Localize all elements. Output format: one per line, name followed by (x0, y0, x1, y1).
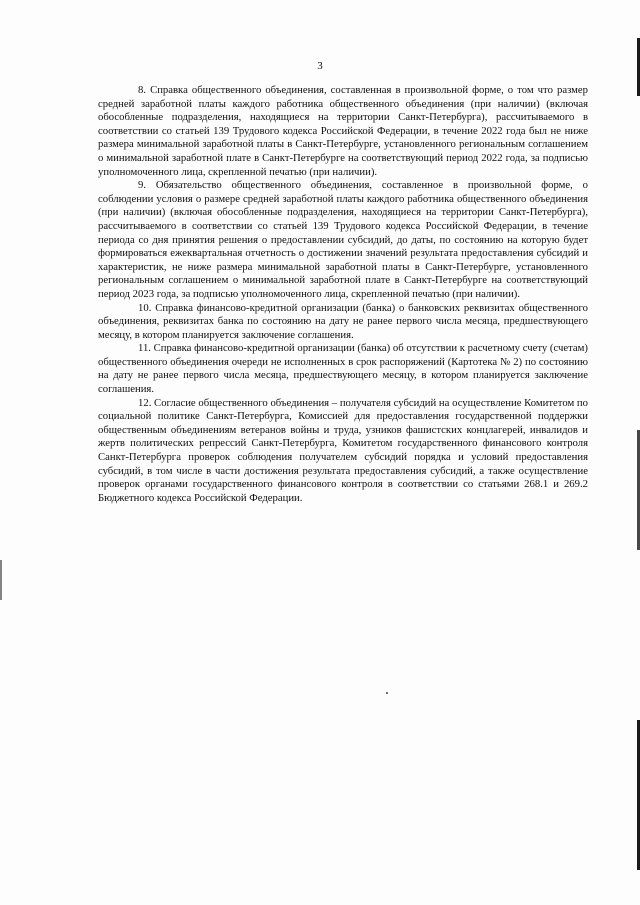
document-body (98, 84, 588, 505)
paragraph-item-12: 12. Согласие общественного объединения – получателя субсидий на осуществление Комитетом по социальной политике Санкт-Петербурга, Комиссией для предоставления государственной поддержки общественным объединениям ветеранов войны и труда, узников фашистских концлагерей, инвалидов и жертв политических репрессий Санкт-Петербурга, Комитетом государственного финансового контроля Санкт-Петербурга проверок соблюдения получателем субсидий порядка и условий предоставления субсидий, в том числе в части достижения результата предоставления субсидий, а также осуществление проверок органами государственного финансового контроля в соответствии со статьями 268.1 и 269.2 Бюджетного кодекса Российской Федерации. (98, 396, 588, 504)
scan-artifact-dot (386, 692, 388, 694)
page-number: 3 (317, 60, 323, 72)
paragraph-item-8: 8. Справка общественного объединения, составленная в произвольной форме, о том что размер средней заработной платы каждого работника общественного объединения (при наличии) (включая обособленные подразделения, находящиеся на территории Санкт-Петербурга), рассчитываемого в соответствии со статьей 139 Трудового кодекса Российской Федерации, в течение 2022 года был не ниже размера минимальной заработной платы в Санкт-Петербурге, установленного региональным соглашением о минимальной заработной плате в Санкт-Петербурге на соответствующий период 2022 года, за подписью уполномоченного лица, скрепленной печатью (при наличии). (98, 84, 588, 178)
paragraph-item-10: 10. Справка финансово-кредитной организации (банка) о банковских реквизитах общественного объединения, реквизитах банка по состоянию на дату не ранее первого числа месяца, предшествующего месяцу, в котором планируется заключение соглашения. (98, 301, 588, 341)
paragraph-item-9: 9. Обязательство общественного объединения, составленное в произвольной форме, о соблюдении условия о размере средней заработной платы каждого работника общественного объединения (при наличии) (включая обособленные подразделения, находящиеся на территории Санкт-Петербурга), рассчитываемого в соответствии со статьей 139 Трудового кодекса Российской Федерации, в течение периода со дня принятия решения о предоставлении субсидий, до даты, по состоянию на которую будет формироваться ежеквартальная отчетность о достижении значений результата предоставления субсидий и характеристик, не ниже размера минимальной заработной платы в Санкт-Петербурге, установленного региональным соглашением о минимальной заработной плате в Санкт-Петербурге на соответствующий период 2023 года, за подписью уполномоченного лица, скрепленной печатью (при наличии). (98, 179, 588, 300)
scan-edge-mark (0, 560, 2, 600)
paragraph-item-11: 11. Справка финансово-кредитной организации (банка) об отсутствии к расчетному счету (счетам) общественного объединения очереди не исполненных в срок распоряжений (Картотека № 2) по состоянию на дату не ранее первого числа месяца, предшествующего месяцу, в котором планируется заключение соглашения. (98, 342, 588, 396)
